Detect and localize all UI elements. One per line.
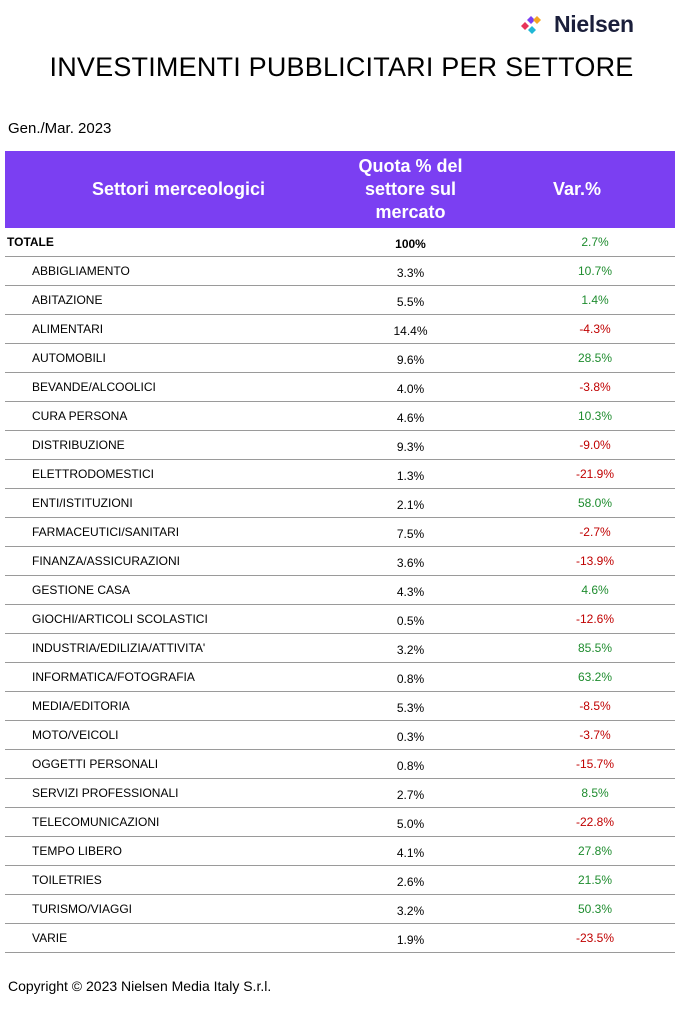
- table-row: [5, 605, 675, 634]
- cell-var: -13.9%: [575, 554, 615, 568]
- table-row: [5, 924, 675, 953]
- cell-var: -3.7%: [579, 728, 611, 742]
- table-row: [5, 663, 675, 692]
- cell-share: 5.3%: [396, 701, 425, 715]
- cell-var: -2.7%: [579, 525, 611, 539]
- cell-sector: MEDIA/EDITORIA: [32, 699, 130, 713]
- cell-share: 4.1%: [396, 846, 425, 860]
- header-var: Var.%: [552, 179, 602, 199]
- cell-sector: ABITAZIONE: [32, 293, 103, 307]
- cell-share: 9.3%: [396, 440, 425, 454]
- cell-var: -8.5%: [579, 699, 611, 713]
- cell-share: 4.0%: [396, 382, 425, 396]
- cell-var: 10.7%: [577, 264, 613, 278]
- cell-share: 5.0%: [396, 817, 425, 831]
- cell-var: -22.8%: [575, 815, 615, 829]
- table-row: [5, 895, 675, 924]
- header-sector: Settori merceologici: [91, 179, 266, 199]
- table-row: [5, 402, 675, 431]
- cell-var: 58.0%: [577, 496, 613, 510]
- cell-var: -3.8%: [579, 380, 611, 394]
- cell-sector: TURISMO/VIAGGI: [32, 902, 133, 916]
- cell-var: -4.3%: [579, 322, 611, 336]
- cell-share: 0.8%: [396, 672, 425, 686]
- table-body: [5, 228, 675, 953]
- cell-share: 3.2%: [396, 904, 425, 918]
- header-share: Quota % del settore sul mercato: [358, 156, 463, 222]
- logo-text: Nielsen: [554, 10, 634, 37]
- cell-var: -12.6%: [575, 612, 615, 626]
- cell-share: 0.8%: [396, 759, 425, 773]
- cell-var: -15.7%: [575, 757, 615, 771]
- table-row-total: [5, 228, 675, 257]
- cell-sector: ABBIGLIAMENTO: [32, 264, 130, 278]
- cell-sector: TOILETRIES: [32, 873, 102, 887]
- table-row: [5, 808, 675, 837]
- table-row: [5, 721, 675, 750]
- cell-sector: CURA PERSONA: [32, 409, 128, 423]
- copyright: Copyright © 2023 Nielsen Media Italy S.r.l.: [8, 978, 272, 994]
- cell-sector: FARMACEUTICI/SANITARI: [32, 525, 180, 539]
- table-row: [5, 460, 675, 489]
- page-title: INVESTIMENTI PUBBLICITARI PER SETTORE: [49, 52, 634, 82]
- cell-sector: TELECOMUNICAZIONI: [32, 815, 160, 829]
- cell-var: -9.0%: [579, 438, 611, 452]
- cell-sector: BEVANDE/ALCOOLICI: [32, 380, 156, 394]
- table-row: [5, 257, 675, 286]
- cell-share: 0.3%: [396, 730, 425, 744]
- table-row: [5, 750, 675, 779]
- cell-var: 50.3%: [577, 902, 613, 916]
- cell-share: 9.6%: [396, 353, 425, 367]
- cell-var: 27.8%: [577, 844, 613, 858]
- cell-share: 4.3%: [396, 585, 425, 599]
- cell-sector: ELETTRODOMESTICI: [32, 467, 155, 481]
- cell-var: 85.5%: [577, 641, 613, 655]
- table-row: [5, 489, 675, 518]
- cell-share: 100%: [395, 237, 426, 251]
- cell-sector: INFORMATICA/FOTOGRAFIA: [32, 670, 195, 684]
- cell-var: 63.2%: [577, 670, 613, 684]
- cell-var: 10.3%: [577, 409, 613, 423]
- cell-sector: TEMPO LIBERO: [32, 844, 123, 858]
- cell-share: 2.1%: [396, 498, 425, 512]
- table-header: [5, 151, 675, 228]
- cell-share: 3.6%: [396, 556, 425, 570]
- nielsen-logo: [520, 10, 670, 38]
- cell-sector: GIOCHI/ARTICOLI SCOLASTICI: [32, 612, 208, 626]
- nielsen-logo-icon: [520, 12, 550, 36]
- table-row: [5, 518, 675, 547]
- table-row: [5, 315, 675, 344]
- table-row: [5, 576, 675, 605]
- cell-sector: FINANZA/ASSICURAZIONI: [32, 554, 181, 568]
- cell-var: 1.4%: [581, 293, 609, 307]
- table-row: [5, 286, 675, 315]
- cell-share: 2.7%: [396, 788, 425, 802]
- cell-sector: TOTALE: [7, 235, 54, 249]
- cell-sector: DISTRIBUZIONE: [32, 438, 125, 452]
- cell-share: 0.5%: [396, 614, 425, 628]
- cell-sector: ALIMENTARI: [32, 322, 104, 336]
- cell-share: 1.9%: [396, 933, 425, 947]
- cell-sector: VARIE: [32, 931, 68, 945]
- period-label: Gen./Mar. 2023: [8, 120, 112, 137]
- cell-sector: INDUSTRIA/EDILIZIA/ATTIVITA': [32, 641, 206, 655]
- cell-var: 28.5%: [577, 351, 613, 365]
- cell-var: -23.5%: [575, 931, 615, 945]
- table-row: [5, 779, 675, 808]
- cell-share: 7.5%: [396, 527, 425, 541]
- cell-share: 1.3%: [396, 469, 425, 483]
- cell-var: 8.5%: [581, 786, 609, 800]
- cell-sector: MOTO/VEICOLI: [32, 728, 119, 742]
- cell-share: 4.6%: [396, 411, 425, 425]
- table-row: [5, 373, 675, 402]
- table-row: [5, 344, 675, 373]
- table-row: [5, 547, 675, 576]
- table-row: [5, 866, 675, 895]
- cell-sector: ENTI/ISTITUZIONI: [32, 496, 133, 510]
- table-row: [5, 634, 675, 663]
- cell-share: 5.5%: [396, 295, 425, 309]
- table-row: [5, 431, 675, 460]
- cell-sector: AUTOMOBILI: [32, 351, 106, 365]
- cell-share: 2.6%: [396, 875, 425, 889]
- cell-var: 2.7%: [581, 235, 609, 249]
- cell-share: 3.3%: [396, 266, 425, 280]
- cell-share: 14.4%: [393, 324, 428, 338]
- table-row: [5, 837, 675, 866]
- cell-sector: GESTIONE CASA: [32, 583, 131, 597]
- cell-sector: SERVIZI PROFESSIONALI: [32, 786, 179, 800]
- cell-var: -21.9%: [575, 467, 615, 481]
- cell-sector: OGGETTI PERSONALI: [32, 757, 159, 771]
- cell-var: 21.5%: [577, 873, 613, 887]
- table-row: [5, 692, 675, 721]
- cell-share: 3.2%: [396, 643, 425, 657]
- sector-table: [5, 151, 675, 953]
- cell-var: 4.6%: [581, 583, 609, 597]
